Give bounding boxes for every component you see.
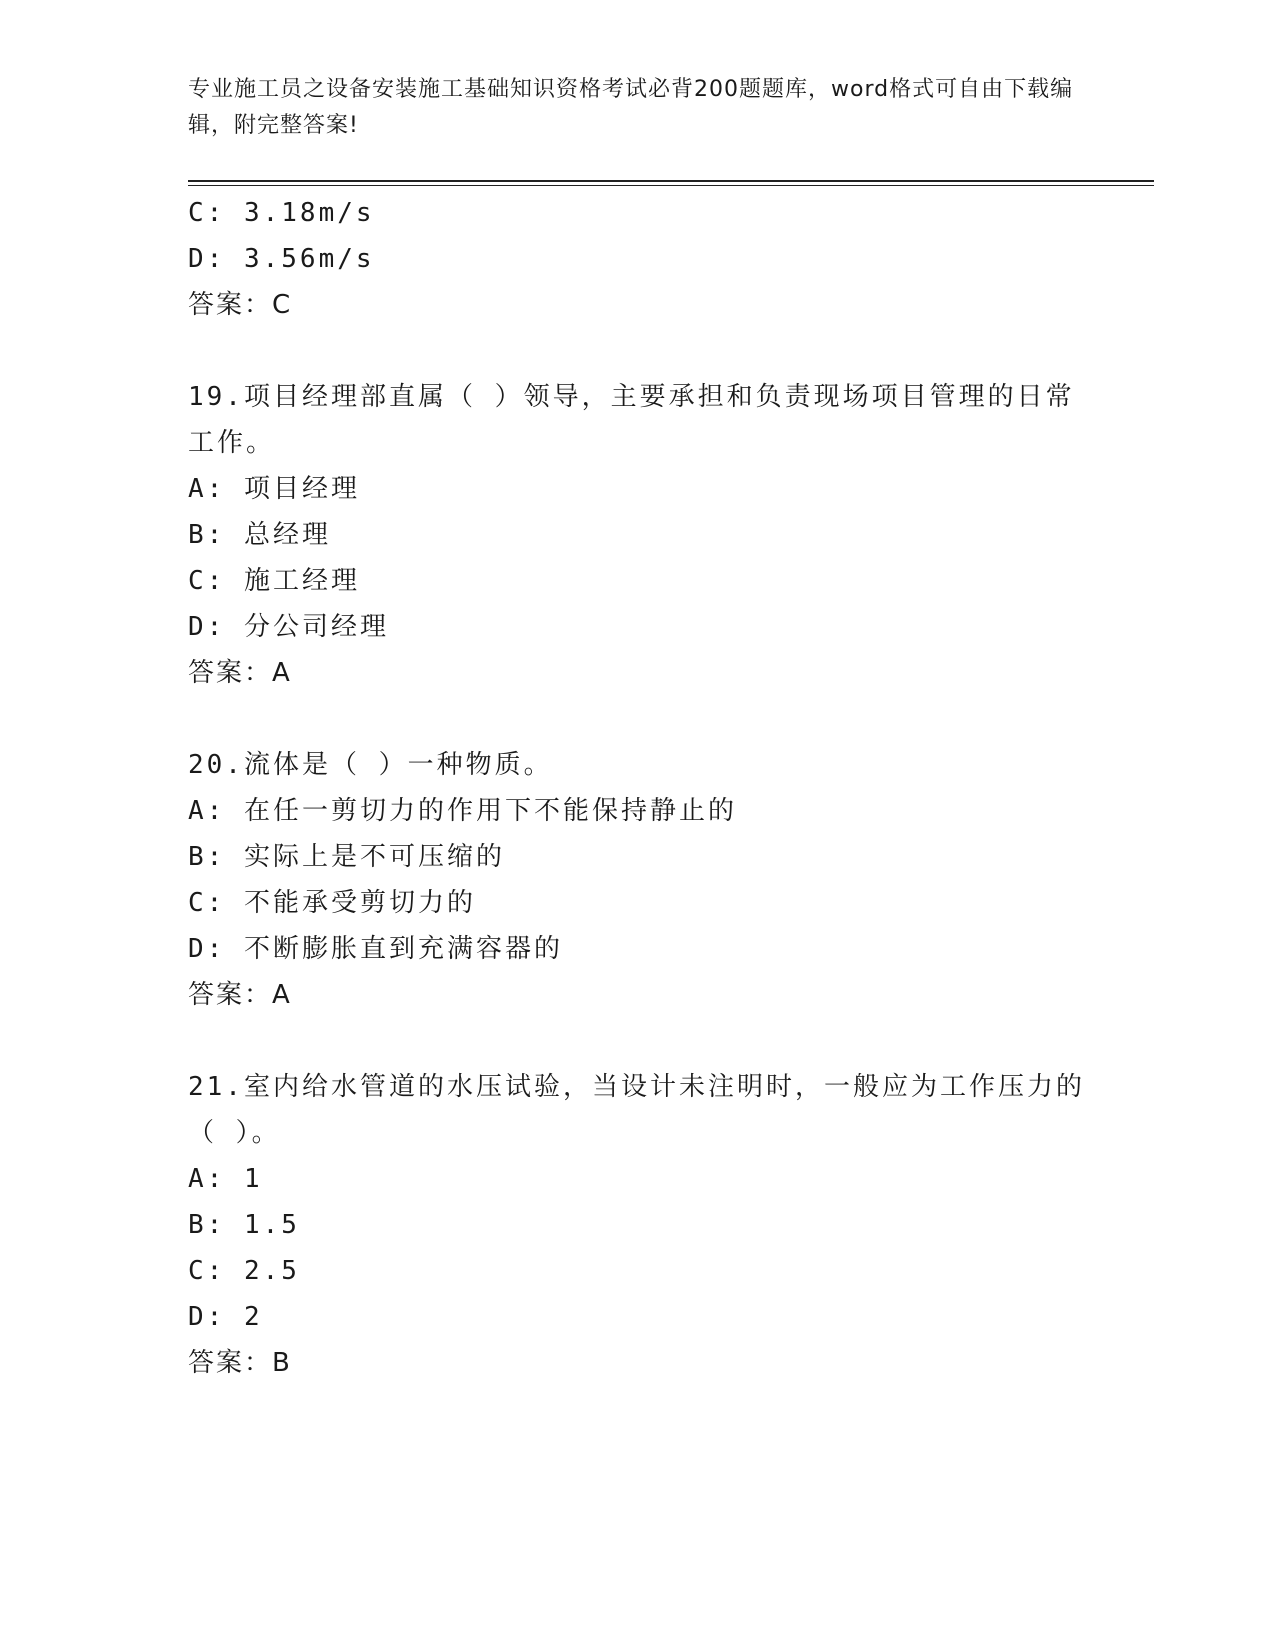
option-d: D: 分公司经理 xyxy=(188,612,389,642)
option-b: B: 实际上是不可压缩的 xyxy=(188,842,505,872)
question-21 xyxy=(188,1064,1088,1386)
question-stem: 20.流体是（ ）一种物质。 xyxy=(188,750,553,780)
header-rule-thick xyxy=(188,180,1154,182)
option-d: D: 3.56m/s xyxy=(188,244,375,274)
spacer xyxy=(188,696,1088,742)
option-d: D: 2 xyxy=(188,1302,263,1332)
option-a: A: 在任一剪切力的作用下不能保持静止的 xyxy=(188,796,737,826)
answer-line: 答案：B xyxy=(188,1348,292,1378)
option-b: B: 1.5 xyxy=(188,1210,300,1240)
answer-line: 答案：A xyxy=(188,658,292,688)
answer-line: 答案：A xyxy=(188,980,292,1010)
question-stem: 19.项目经理部直属（ ）领导，主要承担和负责现场项目管理的日常工作。 xyxy=(188,382,1075,458)
option-c: C: 2.5 xyxy=(188,1256,300,1286)
option-d: D: 不断膨胀直到充满容器的 xyxy=(188,934,563,964)
spacer xyxy=(188,328,1088,374)
option-a: A: 项目经理 xyxy=(188,474,360,504)
document-header: 专业施工员之设备安装施工基础知识资格考试必背200题题库，word格式可自由下载编辑，附完整答案! xyxy=(188,77,1074,138)
option-c: C: 3.18m/s xyxy=(188,198,375,228)
document-body xyxy=(188,190,1088,1386)
option-b: B: 总经理 xyxy=(188,520,331,550)
previous-question-tail xyxy=(188,190,1088,328)
option-c: C: 施工经理 xyxy=(188,566,360,596)
answer-line: 答案：C xyxy=(188,290,293,320)
question-19 xyxy=(188,374,1088,696)
question-20 xyxy=(188,742,1088,1018)
option-a: A: 1 xyxy=(188,1164,263,1194)
question-stem: 21.室内给水管道的水压试验，当设计未注明时，一般应为工作压力的（ ）。 xyxy=(188,1072,1085,1148)
option-c: C: 不能承受剪切力的 xyxy=(188,888,476,918)
spacer xyxy=(188,1018,1088,1064)
header-rule-thin xyxy=(188,185,1154,186)
